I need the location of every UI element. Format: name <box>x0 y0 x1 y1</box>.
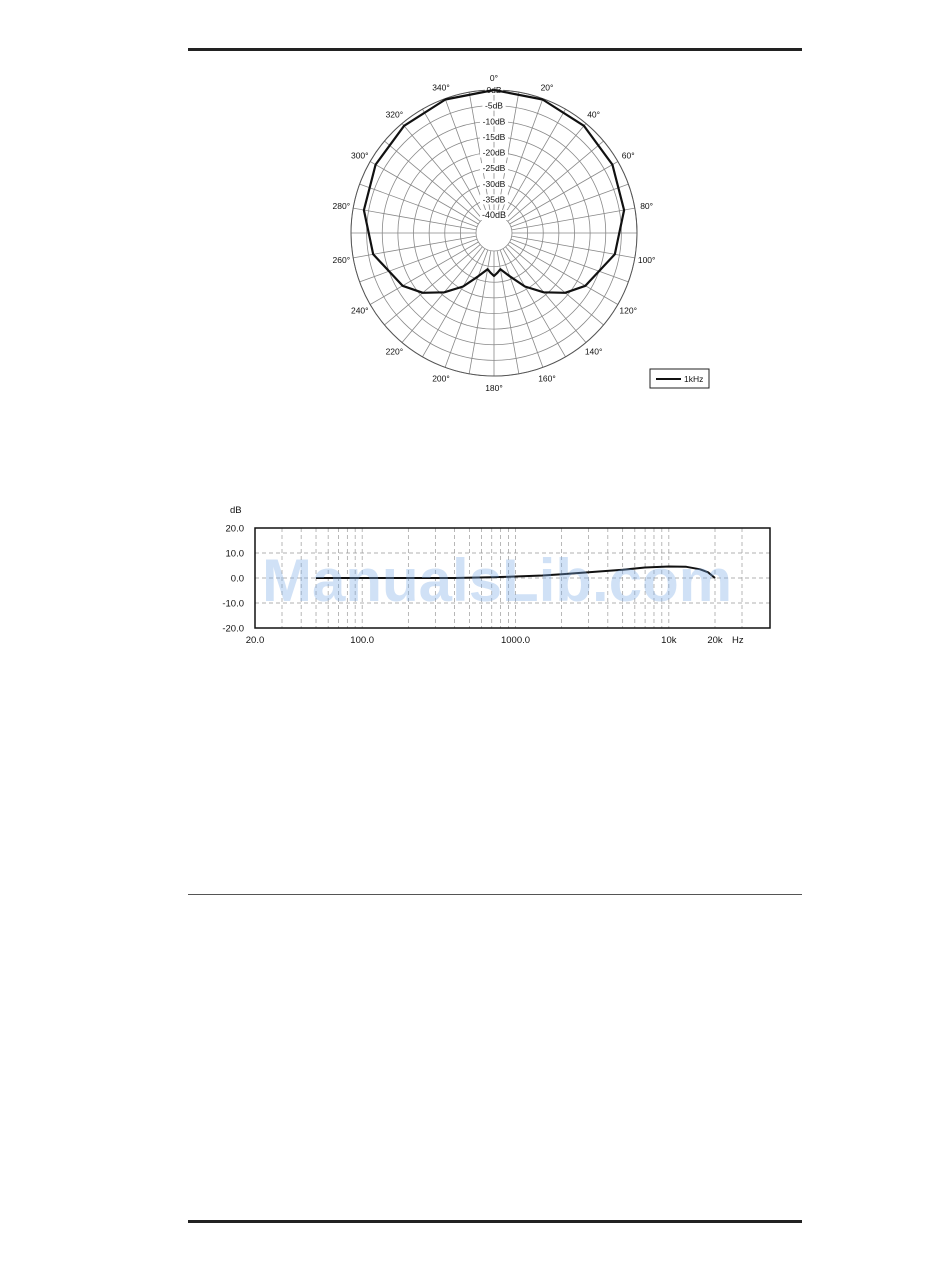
freq-x-tick-label: 20k <box>707 635 723 646</box>
polar-angle-label: 260° <box>332 254 351 265</box>
polar-legend-label: 1kHz <box>684 374 704 384</box>
polar-radial-label: -10dB <box>482 116 506 127</box>
polar-angle-label: 200° <box>432 373 450 384</box>
freq-x-tick-label: 100.0 <box>350 635 375 646</box>
freq-x-tick-label: 20.0 <box>245 635 265 646</box>
polar-radial-label: 0dB <box>486 85 502 95</box>
polar-angle-label: 300° <box>350 150 369 161</box>
polar-angle-label: 120° <box>619 305 638 316</box>
polar-angle-label: 100° <box>637 254 656 265</box>
polar-angle-label: 40° <box>587 109 601 120</box>
freq-x-axis-label: Hz <box>732 635 744 646</box>
freq-y-tick-label: 0.0 <box>230 573 244 585</box>
polar-angle-label: 220° <box>385 346 404 357</box>
polar-angle-label: 0° <box>489 73 499 83</box>
polar-angle-label: 140° <box>584 346 603 357</box>
polar-radial-label: -20dB <box>482 147 506 158</box>
freq-y-tick-label: -20.0 <box>222 623 244 635</box>
freq-y-tick-label: 20.0 <box>225 523 244 535</box>
polar-angle-label: 80° <box>640 201 654 212</box>
polar-angle-label: 240° <box>350 305 369 316</box>
polar-radial-label: -40dB <box>481 210 507 220</box>
polar-angle-label: 60° <box>621 150 635 161</box>
polar-angle-label: 280° <box>332 201 351 212</box>
polar-radial-label: -35dB <box>482 194 506 205</box>
freq-y-axis-label: dB <box>230 505 242 516</box>
polar-radial-label: -30dB <box>482 178 506 189</box>
freq-y-tick-label: -10.0 <box>222 598 244 610</box>
polar-angle-label: 180° <box>485 383 503 393</box>
polar-radial-label: -5dB <box>485 100 503 111</box>
bottom-rule <box>188 1220 802 1223</box>
middle-rule <box>188 894 802 895</box>
polar-angle-label: 340° <box>432 82 450 93</box>
freq-x-tick-label: 10k <box>661 635 677 646</box>
polar-angle-label: 320° <box>385 109 404 120</box>
freq-x-tick-label: 1000.0 <box>500 635 531 646</box>
polar-angle-label: 160° <box>538 373 556 384</box>
polar-radial-label: -15dB <box>482 131 506 142</box>
polar-angle-label: 20° <box>540 82 554 93</box>
polar-radial-label: -25dB <box>482 163 506 174</box>
watermark: ManualsLib.com <box>262 547 733 614</box>
freq-y-tick-label: 10.0 <box>225 548 244 560</box>
